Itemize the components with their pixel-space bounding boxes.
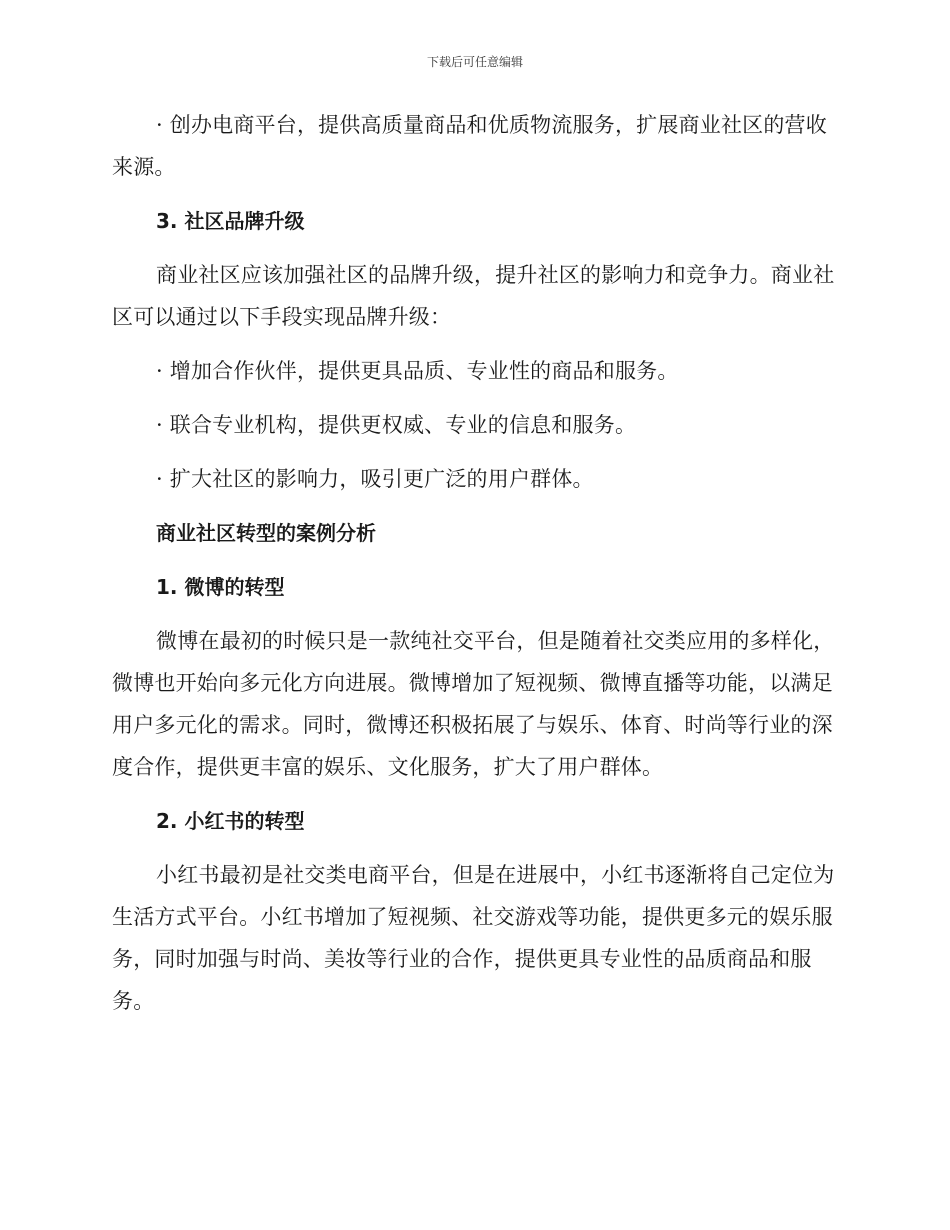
- paragraph-brand-upgrade-intro: 商业社区应该加强社区的品牌升级，提升社区的影响力和竞争力。商业社区可以通过以下手段实现品牌升级：: [112, 263, 835, 329]
- bullet-partners: · 增加合作伙伴，提供更具品质、专业性的商品和服务。: [156, 359, 679, 383]
- paragraph-weibo: 微博在最初的时候只是一款纯社交平台，但是随着社交类应用的多样化，微博也开始向多元化方向进展。微博增加了短视频、微博直播等功能，以满足用户多元化的需求。同时，微博还积极拓展了与娱乐、体育、时尚等行业的深度合作，提供更丰富的娱乐、文化服务，扩大了用户群体。: [112, 629, 835, 779]
- document-body: [112, 104, 836, 1034]
- bullet-ecommerce-platform: · 创办电商平台，提供高质量商品和优质物流服务，扩展商业社区的营收来源。: [112, 113, 827, 179]
- page-header: 下载后可任意编辑: [426, 55, 523, 69]
- bullet-expand-influence: · 扩大社区的影响力，吸引更广泛的用户群体。: [156, 467, 594, 491]
- paragraph-xiaohongshu: 小红书最初是社交类电商平台，但是在进展中，小红书逐渐将自己定位为生活方式平台。小红书增加了短视频、社交游戏等功能，提供更多元的娱乐服务，同时加强与时尚、美妆等行业的合作，提供更具专业性的品质商品和服务。: [112, 863, 835, 1013]
- bullet-professional-institutions: · 联合专业机构，提供更权威、专业的信息和服务。: [156, 413, 637, 437]
- section-heading-brand-upgrade: 3. 社区品牌升级: [156, 209, 305, 233]
- subheading-weibo: 1. 微博的转型: [156, 575, 285, 599]
- subheading-xiaohongshu: 2. 小红书的转型: [156, 809, 305, 833]
- section-heading-case-analysis: 商业社区转型的案例分析: [156, 521, 376, 545]
